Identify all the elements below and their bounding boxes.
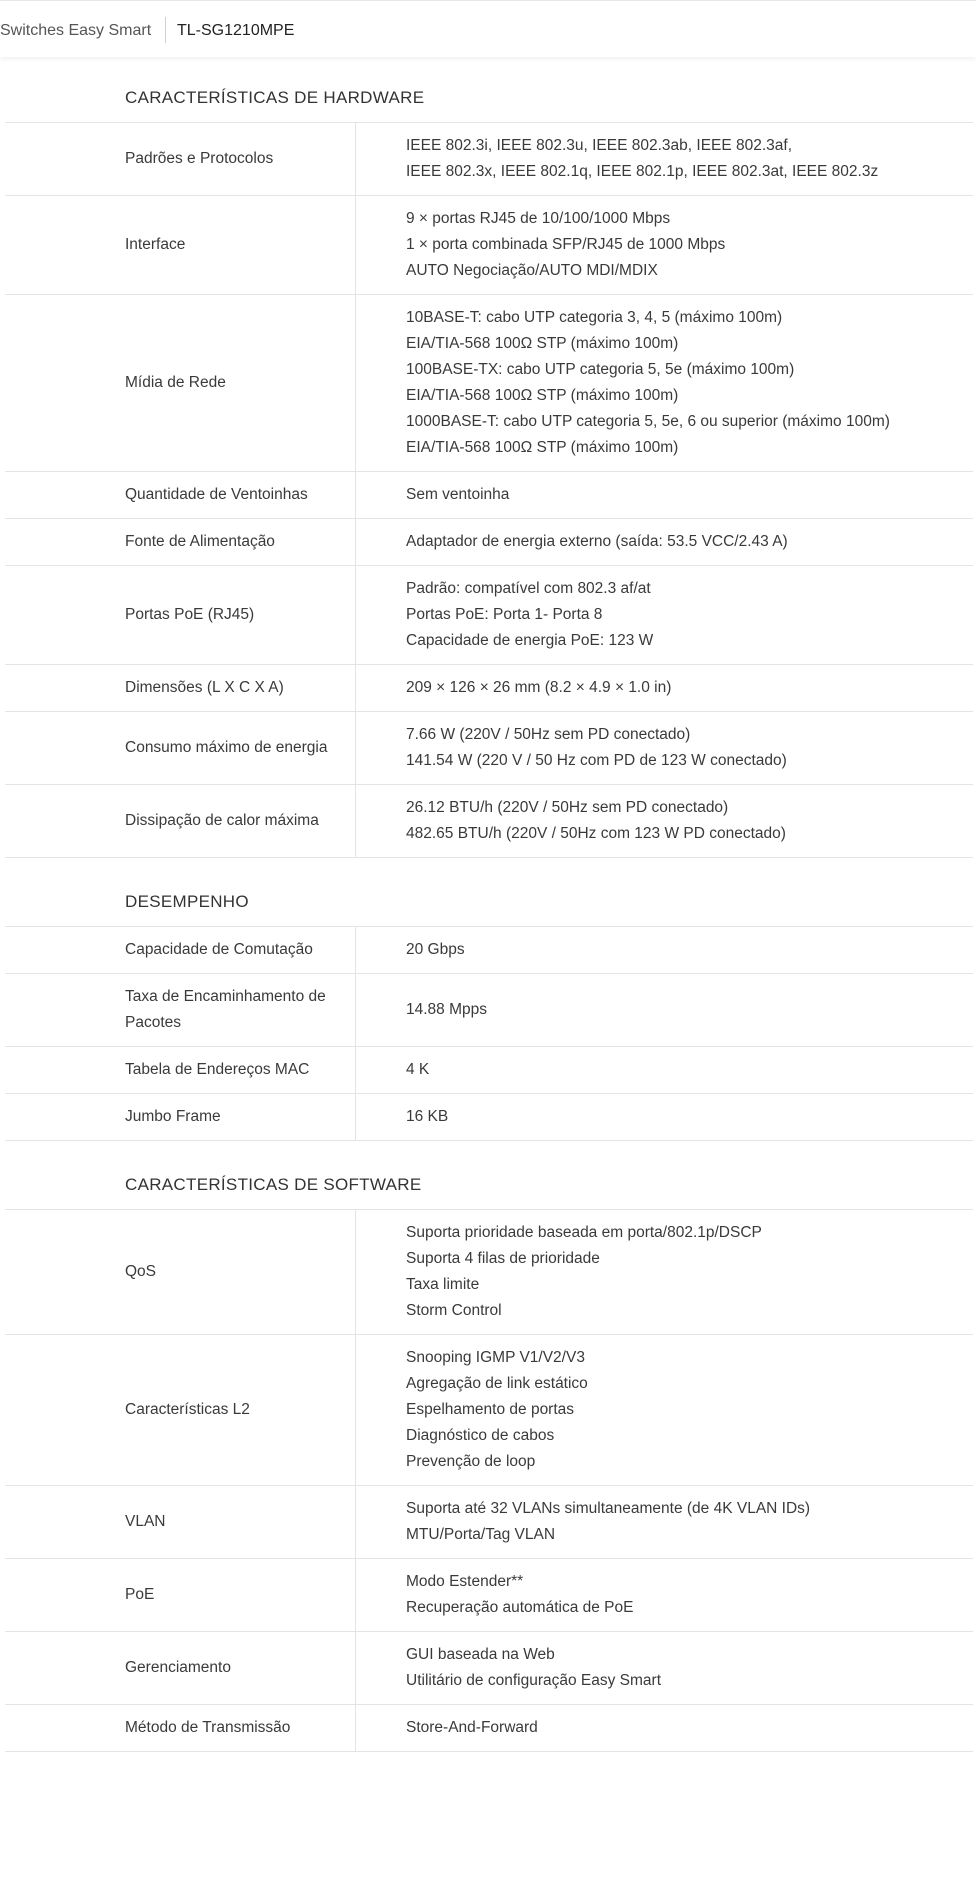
spec-value-line: Adaptador de energia externo (saída: 53.5 VCC/2.43 A) xyxy=(406,533,788,550)
spec-value-line: EIA/TIA-568 100Ω STP (máximo 100m) xyxy=(406,335,679,352)
spec-value-line: Storm Control xyxy=(406,1302,502,1319)
spec-label: Consumo máximo de energia xyxy=(5,712,356,785)
spec-label: Tabela de Endereços MAC xyxy=(5,1047,356,1094)
spec-row xyxy=(5,196,973,295)
spec-row xyxy=(5,1210,973,1335)
spec-label: Jumbo Frame xyxy=(5,1094,356,1141)
spec-value-line: IEEE 802.3i, IEEE 802.3u, IEEE 802.3ab, IEEE 802.3af, xyxy=(406,137,793,154)
spec-value-line: Prevenção de loop xyxy=(406,1453,536,1470)
spec-label: Características L2 xyxy=(5,1335,356,1486)
spec-value-line: Espelhamento de portas xyxy=(406,1401,575,1418)
spec-row xyxy=(5,123,973,196)
spec-value-line: Utilitário de configuração Easy Smart xyxy=(406,1672,662,1689)
breadcrumb-bar xyxy=(0,0,976,57)
spec-value-line: 9 × portas RJ45 de 10/100/1000 Mbps xyxy=(406,210,671,227)
spec-value xyxy=(356,665,974,712)
section-title: CARACTERÍSTICAS DE SOFTWARE xyxy=(125,1175,422,1194)
spec-row xyxy=(5,519,973,566)
section-title: CARACTERÍSTICAS DE HARDWARE xyxy=(125,88,425,107)
spec-value-line: Modo Estender** xyxy=(406,1573,524,1590)
spec-value-line: 7.66 W (220V / 50Hz sem PD conectado) xyxy=(406,726,691,743)
spec-value xyxy=(356,566,974,665)
spec-row xyxy=(5,1632,973,1705)
spec-value-line: EIA/TIA-568 100Ω STP (máximo 100m) xyxy=(406,387,679,404)
spec-value-line: 100BASE-TX: cabo UTP categoria 5, 5e (máximo 100m) xyxy=(406,361,795,378)
spec-table xyxy=(5,926,973,1141)
spec-label: Portas PoE (RJ45) xyxy=(5,566,356,665)
spec-value-line: Sem ventoinha xyxy=(406,486,510,503)
breadcrumb-model-name: TL-SG1210MPE xyxy=(177,22,295,39)
spec-label: QoS xyxy=(5,1210,356,1335)
spec-value-line: EIA/TIA-568 100Ω STP (máximo 100m) xyxy=(406,439,679,456)
spec-label: Padrões e Protocolos xyxy=(5,123,356,196)
spec-value xyxy=(356,974,974,1047)
spec-label: Gerenciamento xyxy=(5,1632,356,1705)
spec-row xyxy=(5,1047,973,1094)
spec-value-line: Agregação de link estático xyxy=(406,1375,588,1392)
spec-row xyxy=(5,1094,973,1141)
spec-value-line: Suporta 4 filas de prioridade xyxy=(406,1250,600,1267)
spec-value xyxy=(356,1335,974,1486)
spec-value-line: Recuperação automática de PoE xyxy=(406,1599,634,1616)
spec-row xyxy=(5,1335,973,1486)
section-title: DESEMPENHO xyxy=(125,892,249,911)
spec-row xyxy=(5,1486,973,1559)
spec-value xyxy=(356,1705,974,1752)
spec-value-line: Suporta até 32 VLANs simultaneamente (de 4K VLAN IDs) xyxy=(406,1500,811,1517)
spec-row xyxy=(5,665,973,712)
spec-value-line: AUTO Negociação/AUTO MDI/MDIX xyxy=(406,262,658,279)
spec-label: Quantidade de Ventoinhas xyxy=(5,472,356,519)
spec-row xyxy=(5,927,973,974)
spec-row xyxy=(5,472,973,519)
spec-label: Dimensões (L X C X A) xyxy=(5,665,356,712)
spec-value xyxy=(356,785,974,858)
spec-value-line: 20 Gbps xyxy=(406,941,465,958)
spec-value-line: 1 × porta combinada SFP/RJ45 de 1000 Mbps xyxy=(406,236,726,253)
spec-label: Capacidade de Comutação xyxy=(5,927,356,974)
spec-value xyxy=(356,712,974,785)
spec-value-line: Store-And-Forward xyxy=(406,1719,538,1736)
spec-value-line: GUI baseada na Web xyxy=(406,1646,555,1663)
spec-label: Mídia de Rede xyxy=(5,295,356,472)
spec-value-line: 10BASE-T: cabo UTP categoria 3, 4, 5 (máximo 100m) xyxy=(406,309,783,326)
spec-value-line: IEEE 802.3x, IEEE 802.1q, IEEE 802.1p, IEEE 802.3at, IEEE 802.3z xyxy=(406,163,879,180)
spec-label: VLAN xyxy=(5,1486,356,1559)
spec-value-line: Padrão: compatível com 802.3 af/at xyxy=(406,580,651,597)
spec-row xyxy=(5,295,973,472)
spec-value-line: 4 K xyxy=(406,1061,430,1078)
spec-value-line: 209 × 126 × 26 mm (8.2 × 4.9 × 1.0 in) xyxy=(406,679,672,696)
spec-label: Interface xyxy=(5,196,356,295)
spec-value xyxy=(356,927,974,974)
spec-value-line: MTU/Porta/Tag VLAN xyxy=(406,1526,556,1543)
spec-value xyxy=(356,123,974,196)
spec-value xyxy=(356,1210,974,1335)
spec-value-line: 482.65 BTU/h (220V / 50Hz com 123 W PD conectado) xyxy=(406,825,786,842)
spec-value xyxy=(356,1486,974,1559)
spec-value xyxy=(356,519,974,566)
spec-content xyxy=(0,56,976,1752)
spec-value-line: 14.88 Mpps xyxy=(406,1001,487,1018)
spec-label: Dissipação de calor máxima xyxy=(5,785,356,858)
spec-row xyxy=(5,785,973,858)
spec-row xyxy=(5,566,973,665)
spec-value-line: 1000BASE-T: cabo UTP categoria 5, 5e, 6 ou superior (máximo 100m) xyxy=(406,413,890,430)
spec-value xyxy=(356,1559,974,1632)
spec-table xyxy=(5,122,973,858)
spec-label: Taxa de Encaminhamento de Pacotes xyxy=(5,974,356,1047)
spec-row xyxy=(5,712,973,785)
spec-value-line: Capacidade de energia PoE: 123 W xyxy=(406,632,654,649)
spec-table xyxy=(5,1209,973,1752)
spec-value-line: Snooping IGMP V1/V2/V3 xyxy=(406,1349,585,1366)
spec-value-line: 26.12 BTU/h (220V / 50Hz sem PD conectado) xyxy=(406,799,729,816)
spec-value-line: 16 KB xyxy=(406,1108,449,1125)
breadcrumb-category-link[interactable]: Switches Easy Smart xyxy=(0,22,152,39)
spec-value-line: Taxa limite xyxy=(406,1276,480,1293)
spec-value-line: Suporta prioridade baseada em porta/802.1p/DSCP xyxy=(406,1224,762,1241)
spec-value-line: Diagnóstico de cabos xyxy=(406,1427,555,1444)
spec-row xyxy=(5,1705,973,1752)
spec-value xyxy=(356,196,974,295)
spec-row xyxy=(5,974,973,1047)
spec-label: PoE xyxy=(5,1559,356,1632)
spec-row xyxy=(5,1559,973,1632)
breadcrumb-divider xyxy=(165,17,166,43)
spec-value xyxy=(356,1047,974,1094)
spec-value xyxy=(356,295,974,472)
spec-value xyxy=(356,472,974,519)
spec-value xyxy=(356,1094,974,1141)
spec-value-line: 141.54 W (220 V / 50 Hz com PD de 123 W conectado) xyxy=(406,752,787,769)
spec-label: Método de Transmissão xyxy=(5,1705,356,1752)
spec-value-line: Portas PoE: Porta 1- Porta 8 xyxy=(406,606,603,623)
spec-label: Fonte de Alimentação xyxy=(5,519,356,566)
spec-value xyxy=(356,1632,974,1705)
